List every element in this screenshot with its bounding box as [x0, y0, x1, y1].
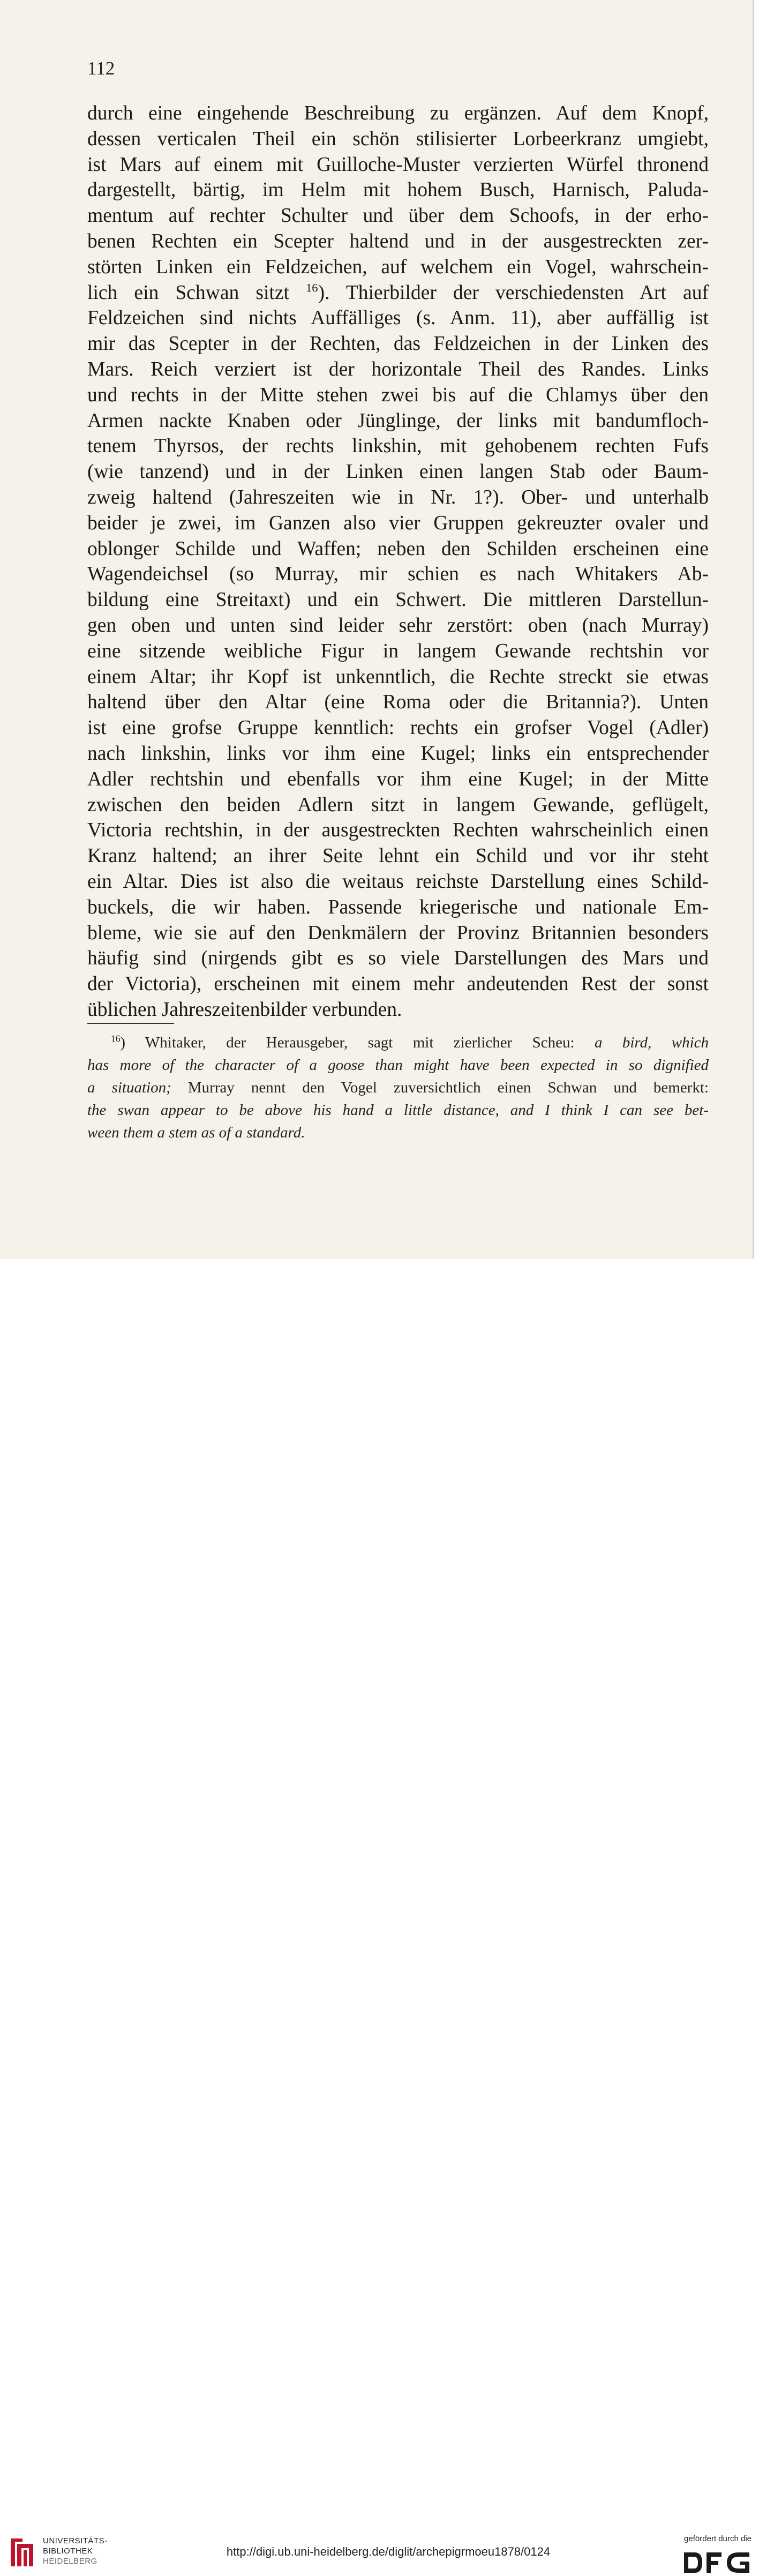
institution-line: BIBLIOTHEK — [43, 2547, 93, 2556]
text-line: Mars. Reich verziert ist der horizontale Theil des Randes. Links — [87, 358, 709, 380]
footnote-text: ) Whitaker, der Herausgeber, sagt mit zierlicher Scheu: — [120, 1034, 575, 1051]
footnote-quote: ween them a stem as of a standard. — [87, 1124, 305, 1141]
text-line: zwischen den beiden Adlern sitzt in langem Gewande, geflügelt, — [87, 793, 709, 816]
text-line: ein Altar. Dies ist also die weitaus reichste Darstellung eines Schild- — [87, 870, 709, 893]
footnote-quote: a bird, which — [594, 1034, 709, 1051]
footnote-text: Murray nennt den Vogel zuversichtlich einen Schwan und bemerkt: — [187, 1079, 709, 1096]
footnote-line — [87, 1031, 709, 1054]
text-line: zweig haltend (Jahreszeiten wie in Nr. 1?). Ober- und unterhalb — [87, 486, 709, 508]
text-line: beider je zwei, im Ganzen also vier Gruppen gekreuzter ovaler und — [87, 512, 709, 534]
footnote-marker: 16 — [111, 1033, 121, 1044]
text-line: benen Rechten ein Scepter haltend und in der ausgestreckten zer- — [87, 230, 709, 252]
text-line: dargestellt, bärtig, im Helm mit hohem Busch, Harnisch, Paluda- — [87, 179, 709, 201]
footnote-quote: a situation; — [87, 1079, 171, 1096]
text-line: Wagendeichsel (so Murray, mir schien es nach Whitakers Ab- — [87, 563, 709, 586]
text-segment: lich ein Schwan sitzt — [87, 281, 289, 304]
text-line-with-footnote-ref — [87, 280, 709, 306]
text-line: eine sitzende weibliche Figur in langem Gewande rechtshin vor — [87, 640, 709, 662]
page-number: 112 — [87, 58, 115, 79]
text-line: buckels, die wir haben. Passende kriegerische und nationale Em- — [87, 896, 709, 918]
text-line: oblonger Schilde und Waffen; neben den Schilden erscheinen eine — [87, 537, 709, 560]
footnote-quote: has more of the character of a goose than might have been expected in so dignified — [87, 1057, 709, 1074]
text-line: haltend über den Altar (eine Roma oder die Britannia?). Unten — [87, 691, 709, 714]
text-line: bleme, wie sie auf den Denkmälern der Provinz Britannien besonders — [87, 922, 709, 944]
text-line: gen oben und unten sind leider sehr zerstört: oben (nach Murray) — [87, 614, 709, 636]
funded-by-label: gefördert durch die — [684, 2534, 752, 2543]
text-line: Armen nackte Knaben oder Jünglinge, der links mit bandumfloch- — [87, 409, 709, 432]
footnote-separator — [87, 1023, 174, 1024]
text-line: mentum auf rechter Schulter und über dem Schoofs, in der erho- — [87, 205, 709, 227]
scanned-page — [0, 0, 754, 1259]
text-line: mir das Scepter in der Rechten, das Feldzeichen in der Linken des — [87, 333, 709, 355]
institution-line: HEIDELBERG — [43, 2557, 97, 2566]
text-line: dessen verticalen Theil ein schön stilisierter Lorbeerkranz umgiebt, — [87, 128, 709, 150]
footnote-line — [87, 1076, 709, 1099]
footnote-reference: 16 — [306, 281, 318, 295]
text-line: Victoria rechtshin, in der ausgestreckten Rechten wahrscheinlich einen — [87, 819, 709, 842]
footer — [0, 1259, 759, 2566]
permalink-url[interactable]: http://digi.ub.uni-heidelberg.de/diglit/archepigrmoeu1878/0124 — [226, 2545, 551, 2558]
text-segment: ). Thierbilder der verschiedensten Art auf — [318, 281, 709, 304]
text-line: (wie tanzend) und in der Linken einen langen Stab oder Baum- — [87, 461, 709, 483]
text-line: durch eine eingehende Beschreibung zu ergänzen. Auf dem Knopf, — [87, 102, 709, 124]
text-line: bildung eine Streitaxt) und ein Schwert. Die mittleren Darstellun- — [87, 589, 709, 611]
text-line: Adler rechtshin und ebenfalls vor ihm eine Kugel; in der Mitte — [87, 768, 709, 790]
dfg-logo-icon — [683, 2549, 752, 2576]
institution-name — [43, 2536, 108, 2566]
text-line: üblichen Jahreszeitenbilder verbunden. — [87, 998, 402, 1021]
body-text — [87, 101, 709, 1023]
text-line: Kranz haltend; an ihrer Seite lehnt ein Schild und vor ihr steht — [87, 845, 709, 867]
footnote — [87, 1031, 709, 1144]
text-line: Feldzeichen sind nichts Auffälliges (s. Anm. 11), aber auffällig ist — [87, 307, 709, 330]
text-line: ist Mars auf einem mit Guilloche-Muster verzierten Würfel thronend — [87, 153, 709, 176]
text-line: und rechts in der Mitte stehen zwei bis auf die Chlamys über den — [87, 384, 709, 406]
text-line: nach linkshin, links vor ihm eine Kugel; links ein entsprechender — [87, 742, 709, 765]
text-line: störten Linken ein Feldzeichen, auf welchem ein Vogel, wahrschein- — [87, 256, 709, 278]
heidelberg-library-logo-icon — [7, 2535, 36, 2570]
text-line: ist eine grofse Gruppe kenntlich: rechts ein grofser Vogel (Adler) — [87, 717, 709, 739]
text-line: einem Altar; ihr Kopf ist unkenntlich, die Rechte streckt sie etwas — [87, 665, 709, 688]
footnote-quote: the swan appear to be above his hand a little distance, and I think I can see bet- — [87, 1102, 709, 1119]
text-line: der Victoria), erscheinen mit einem mehr andeutenden Rest der sonst — [87, 973, 709, 995]
text-line: tenem Thyrsos, der rechts linkshin, mit gehobenem rechten Fufs — [87, 435, 709, 458]
institution-line: UNIVERSITÄTS- — [43, 2536, 108, 2545]
text-line: häufig sind (nirgends gibt es so viele Darstellungen des Mars und — [87, 947, 709, 970]
